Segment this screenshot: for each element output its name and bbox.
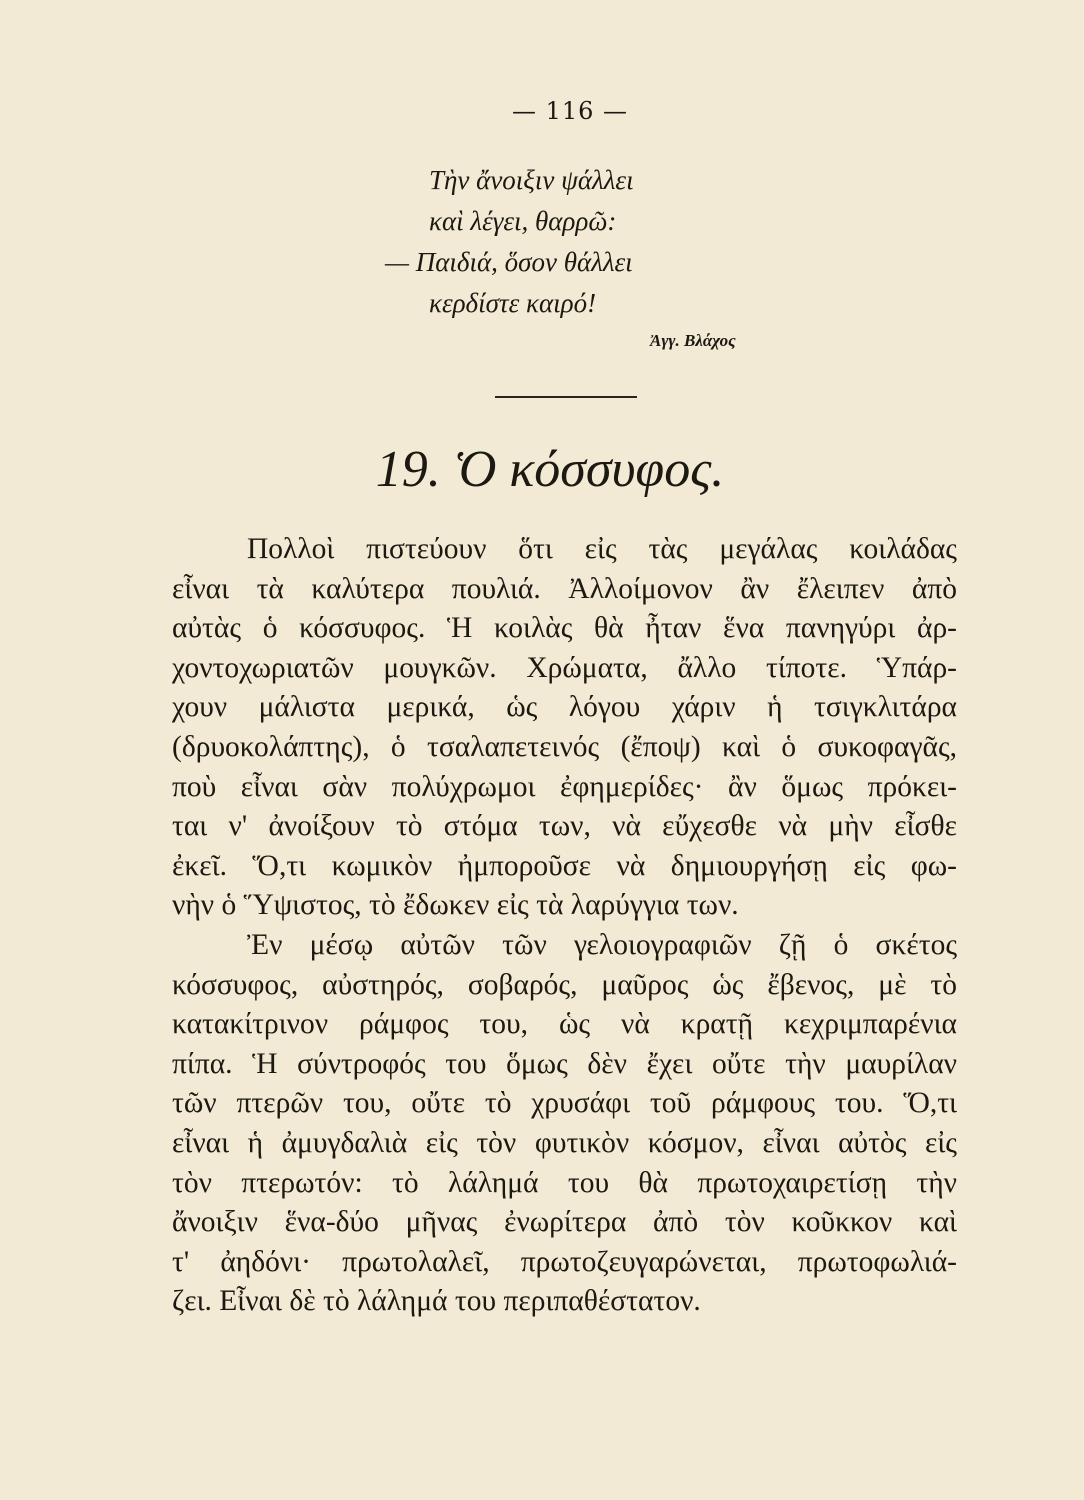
text-line: χουν μάλιστα μερικά, ὡς λόγου χάριν ἡ τσιγκλιτάρα	[172, 691, 957, 724]
text-line: ἄνοιξιν ἕνα-δύο μῆνας ἐνωρίτερα ἀπὸ τὸν κοῦκκον καὶ	[172, 1206, 957, 1239]
epigraph-poem	[385, 160, 785, 324]
poem-line: κερδίστε καιρό!	[429, 288, 597, 318]
text-line: πίπα. Ἡ σύντροφός του ὅμως δὲν ἔχει οὔτε τὴν μαυρίλαν	[172, 1047, 957, 1080]
text-line: ται ν' ἀνοίξουν τὸ στόμα των, νὰ εὔχεσθε νὰ μὴν εἶσθε	[172, 810, 957, 843]
text-line: Ἐν μέσῳ αὐτῶν τῶν γελοιογραφιῶν ζῇ ὁ σκέτος	[247, 928, 957, 961]
poem-line: Τὴν ἄνοιξιν ψάλλει	[429, 165, 634, 195]
poem-line: — Παιδιά, ὅσον θάλλει	[385, 247, 633, 277]
text-line: τῶν πτερῶν του, οὔτε τὸ χρυσάφι τοῦ ράμφους του. Ὅ,τι	[172, 1087, 957, 1120]
body-text	[172, 530, 957, 1322]
text-line: τ' ἀηδόνι· πρωτολαλεῖ, πρωτοζευγαρώνεται, πρωτοφωλιά-	[172, 1245, 957, 1278]
text-line: αὐτὰς ὁ κόσσυφος. Ἡ κοιλὰς θὰ ἦταν ἕνα πανηγύρι ἀρ-	[172, 612, 957, 645]
section-divider	[495, 396, 637, 398]
text-line: (δρυοκολάπτης), ὁ τσαλαπετεινός (ἔποψ) καὶ ὁ συκοφαγᾶς,	[172, 730, 957, 763]
text-line: Πολλοὶ πιστεύουν ὅτι εἰς τὰς μεγάλας κοιλάδας	[247, 533, 957, 565]
text-line: εἶναι ἡ ἀμυγδαλιὰ εἰς τὸν φυτικὸν κόσμον, εἶναι αὐτὸς εἰς	[172, 1126, 957, 1159]
text-line: τὸν πτερωτόν: τὸ λάλημά του θὰ πρωτοχαιρετίσῃ τὴν	[172, 1166, 957, 1199]
chapter-title: 19. Ὁ κόσσυφος.	[375, 441, 725, 498]
page-number: — 116 —	[511, 97, 629, 125]
text-line: ποὺ εἶναι σὰν πολύχρωμοι ἐφημερίδες· ἂν ὅμως πρόκει-	[172, 770, 957, 803]
poem-line: καὶ λέγει, θαρρῶ:	[429, 206, 617, 236]
text-line: κόσσυφος, αὐστηρός, σοβαρός, μαῦρος ὡς ἔβενος, μὲ τὸ	[172, 968, 957, 1001]
text-line: χοντοχωριατῶν μουγκῶν. Χρώματα, ἄλλο τίποτε. Ὑπάρ-	[172, 651, 957, 684]
text-line: εἶναι τὰ καλύτερα πουλιά. Ἀλλοίμονον ἂν ἔλειπεν ἀπὸ	[172, 572, 957, 605]
poem-attribution: Ἀγγ. Βλάχος	[650, 331, 736, 350]
text-line: νὴν ὁ Ὕψιστος, τὸ ἔδωκεν εἰς τὰ λαρύγγια των.	[172, 889, 739, 922]
text-line: ζει. Εἶναι δὲ τὸ λάλημά του περιπαθέστατον.	[172, 1285, 701, 1318]
text-line: ἐκεῖ. Ὅ,τι κωμικὸν ἠμποροῦσε νὰ δημιουργήσῃ εἰς φω-	[172, 849, 957, 882]
text-line: κατακίτρινον ράμφος του, ὡς νὰ κρατῇ κεχριμπαρένια	[172, 1008, 957, 1041]
